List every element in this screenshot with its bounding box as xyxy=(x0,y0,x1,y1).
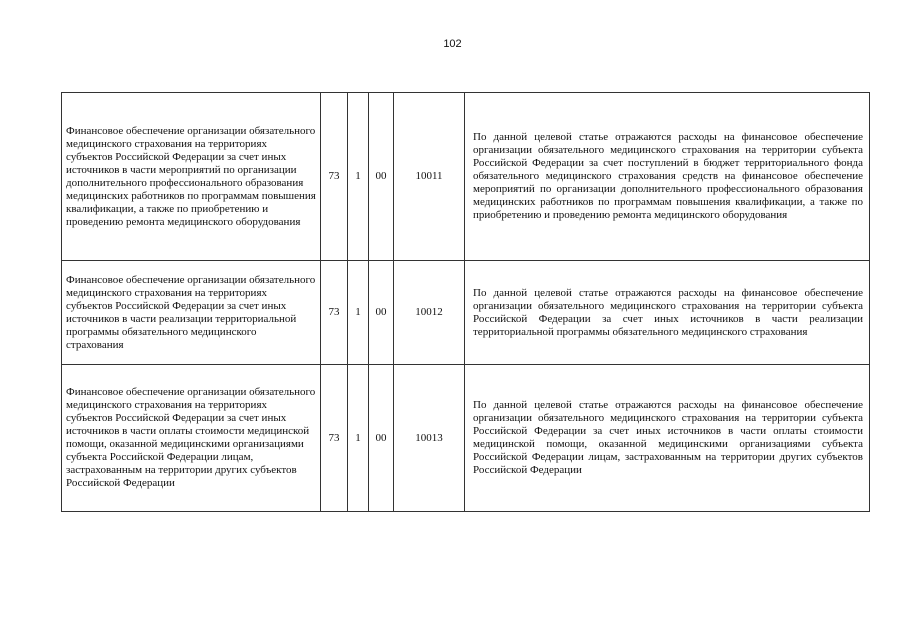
budget-classification-table xyxy=(61,92,870,512)
item-description: По данной целевой статье отражаются расходы на финансовое обеспечение организации обязательного медицинского страхования на территории субъекта Российской Федерации за счет поступлений в бюджет территориального фонда обязательного медицинского страхования средств на финансовое обеспечение мероприятий по организации дополнительного профессионального образования медицинских работников по программам повышения квалификации, а также по приобретению и проведению ремонта медицинского оборудования xyxy=(465,93,870,261)
code-program: 73 xyxy=(321,93,348,261)
code-program: 73 xyxy=(321,365,348,512)
item-description: По данной целевой статье отражаются расходы на финансовое обеспечение организации обязательного медицинского страхования на территории субъекта Российской Федерации за счет иных источников в части оплаты стоимости медицинской помощи, оказанной медицинскими организациями субъекта Российской Федерации лицам, застрахованным на территории других субъектов Российской Федерации xyxy=(465,365,870,512)
table-row xyxy=(62,365,870,512)
page-number: 102 xyxy=(443,38,462,50)
code-program: 73 xyxy=(321,261,348,365)
code-direction: 10012 xyxy=(394,261,465,365)
item-name: Финансовое обеспечение организации обязательного медицинского страхования на территориях субъектов Российской Федерации за счет иных источников в части мероприятий по организации дополнительного профессионального образования медицинских работников по программам повышения квалификации, а также по приобретению и проведению ремонта медицинского оборудования xyxy=(62,93,321,261)
code-main-event: 00 xyxy=(369,93,394,261)
code-subprogram: 1 xyxy=(348,365,369,512)
item-name: Финансовое обеспечение организации обязательного медицинского страхования на территориях субъектов Российской Федерации за счет иных источников в части оплаты стоимости медицинской помощи, оказанной медицинскими организациями субъекта Российской Федерации лицам, застрахованным на территории других субъектов Российской Федерации xyxy=(62,365,321,512)
code-main-event: 00 xyxy=(369,365,394,512)
table-row xyxy=(62,93,870,261)
code-direction: 10011 xyxy=(394,93,465,261)
item-description: По данной целевой статье отражаются расходы на финансовое обеспечение организации обязательного медицинского страхования на территории субъекта Российской Федерации за счет иных источников в части реализации территориальной программы обязательного медицинского страхования xyxy=(465,261,870,365)
code-direction: 10013 xyxy=(394,365,465,512)
code-subprogram: 1 xyxy=(348,261,369,365)
item-name: Финансовое обеспечение организации обязательного медицинского страхования на территориях субъектов Российской Федерации за счет иных источников в части реализации территориальной программы обязательного медицинского страхования xyxy=(62,261,321,365)
code-subprogram: 1 xyxy=(348,93,369,261)
code-main-event: 00 xyxy=(369,261,394,365)
table-row xyxy=(62,261,870,365)
